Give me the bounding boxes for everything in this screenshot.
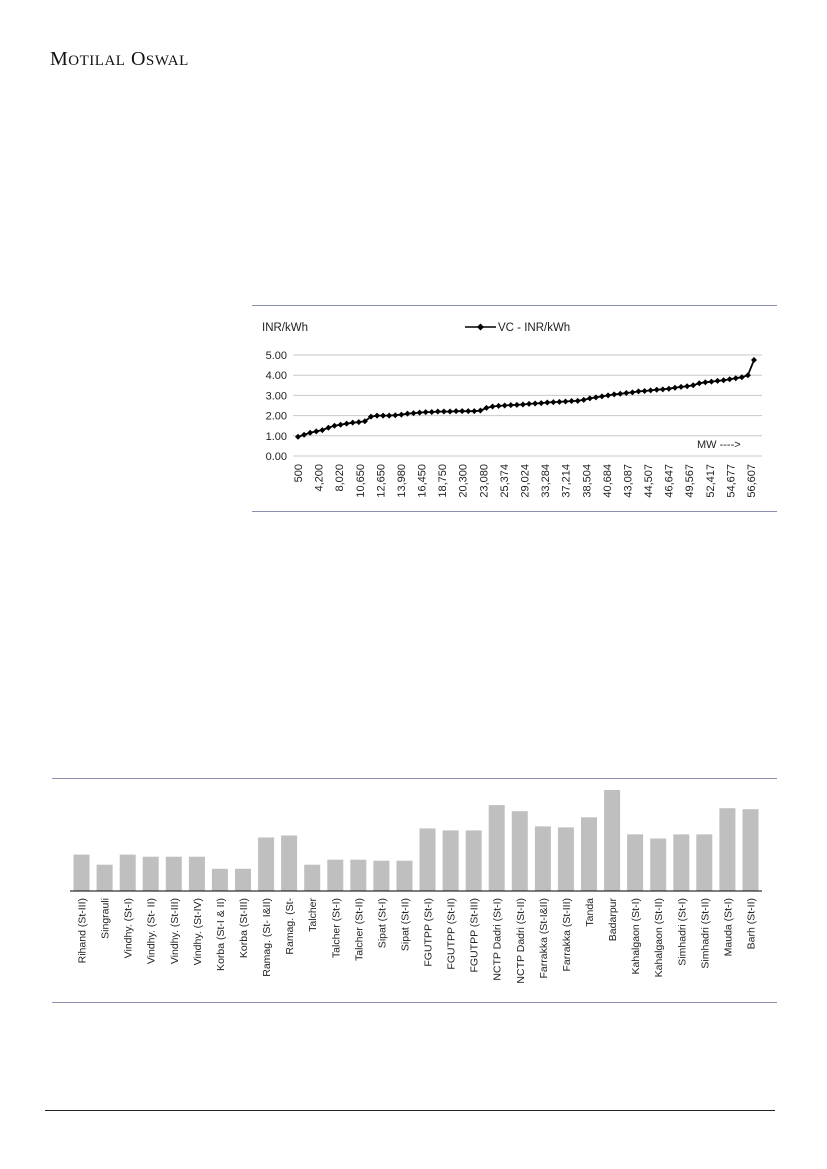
x-tick-label: 52,417 — [704, 464, 717, 498]
category-label: Korba (St-III) — [238, 898, 250, 959]
category-label: Mauda (St-I) — [722, 898, 735, 957]
x-tick-label: 8,020 — [334, 464, 347, 492]
footer-rule — [45, 1110, 775, 1111]
x-tick-label: 500 — [293, 464, 305, 483]
bar — [535, 826, 551, 891]
company-logo: MOTILAL OSWAL — [50, 48, 189, 70]
x-tick-label: 49,567 — [684, 464, 697, 498]
x-tick-label: 37,214 — [560, 464, 573, 498]
bar — [627, 834, 643, 891]
category-label: Kahalgaon (St-I) — [630, 898, 643, 975]
x-tick-label: 12,650 — [375, 464, 388, 498]
x-tick-label: 20,300 — [457, 464, 470, 498]
bar — [212, 869, 228, 891]
category-label: NCTP Dadri (St-II) — [514, 898, 527, 984]
category-label: Vindhy. (St-IV) — [191, 898, 204, 966]
x-tick-label: 13,980 — [396, 464, 408, 498]
bar — [743, 809, 759, 891]
x-tick-label: 25,374 — [498, 464, 511, 498]
x-tick-label: 18,750 — [437, 464, 450, 498]
bar — [466, 830, 482, 891]
category-label: Ramag. (St- — [284, 898, 297, 955]
bar — [304, 865, 320, 891]
bar — [443, 830, 459, 891]
bar — [258, 838, 274, 892]
bar — [189, 857, 205, 891]
bar — [489, 805, 505, 891]
x-tick-label: 54,677 — [725, 464, 738, 498]
x-tick-label: 40,684 — [601, 464, 614, 498]
category-label: Sipat (St-II) — [399, 898, 412, 952]
x-tick-label: 44,507 — [643, 464, 655, 498]
bar — [74, 855, 90, 891]
category-label: FGUTPP (St-I) — [422, 898, 435, 967]
x-tick-label: 46,647 — [663, 464, 676, 498]
category-label: Korba (St-I & II) — [214, 898, 227, 971]
bar — [650, 839, 666, 892]
bar — [420, 828, 436, 891]
x-tick-label: 16,450 — [416, 464, 429, 498]
bar — [397, 861, 413, 891]
bar — [604, 790, 620, 891]
category-label: NCTP Dadri (St-I) — [491, 898, 504, 981]
y-tick-label: 4.00 — [265, 370, 287, 383]
x-tick-label: 10,650 — [354, 464, 367, 498]
category-label: Sipat (St-I) — [376, 898, 389, 949]
category-labels — [77, 898, 758, 984]
x-tick-label: 33,284 — [540, 464, 553, 498]
category-label: Vindhy. (St-III) — [168, 898, 181, 965]
category-label: Farrakka (St-III) — [560, 898, 573, 972]
bar — [350, 860, 366, 891]
x-tick-label: 23,080 — [478, 464, 491, 498]
y-tick-label: 5.00 — [265, 350, 287, 362]
bar — [719, 808, 735, 891]
category-label: Kahalgaon (St-II) — [653, 898, 666, 978]
category-label: Barh (St-II) — [745, 898, 758, 950]
bar — [696, 834, 712, 891]
category-label: Vindhy. (St-I) — [122, 898, 135, 959]
category-label: Badarpur — [607, 898, 620, 942]
y-axis-label: INR/kWh — [262, 322, 308, 334]
category-label: Singrauli — [99, 898, 112, 939]
bar — [281, 836, 297, 892]
bar — [581, 817, 597, 891]
bar — [235, 869, 251, 891]
category-label: Talcher (St-I) — [330, 898, 343, 959]
category-label: Farrakka (St-I&II) — [537, 898, 550, 979]
bar — [512, 811, 528, 891]
x-tick-label: 29,024 — [519, 464, 532, 498]
x-tick-label: 38,504 — [581, 464, 594, 498]
bar — [558, 827, 574, 891]
category-label: Talcher — [307, 898, 320, 932]
bar — [673, 834, 689, 891]
category-label: Simhadri (St-I) — [676, 898, 689, 966]
x-tick-label: 4,200 — [313, 464, 326, 492]
category-label: Rihand (St-III) — [76, 898, 89, 964]
x-tick-label: 43,087 — [622, 464, 635, 498]
bar — [373, 861, 389, 891]
legend-label: VC - INR/kWh — [498, 322, 571, 334]
bar — [97, 865, 113, 891]
category-label: FGUTPP (St-II) — [445, 898, 458, 970]
bar — [327, 860, 343, 891]
category-label: Ramag. (St- I&II) — [261, 898, 274, 977]
mw-annotation: MW ----> — [697, 439, 741, 451]
category-label: Tanda — [584, 898, 596, 927]
category-label: Simhadri (St-II) — [699, 898, 712, 969]
category-label: FGUTPP (St-III) — [468, 898, 481, 973]
y-tick-label: 1.00 — [265, 430, 287, 443]
x-tick-label: 56,607 — [746, 464, 758, 498]
y-tick-label: 0.00 — [265, 451, 287, 463]
bar — [120, 855, 136, 891]
y-tick-label: 3.00 — [265, 390, 287, 403]
category-label: Talcher (St-II) — [353, 898, 366, 962]
bar — [143, 857, 159, 891]
bars — [74, 790, 759, 891]
category-label: Vindhy. (St- II) — [145, 898, 158, 965]
bar — [166, 857, 182, 891]
y-tick-label: 2.00 — [265, 410, 287, 423]
